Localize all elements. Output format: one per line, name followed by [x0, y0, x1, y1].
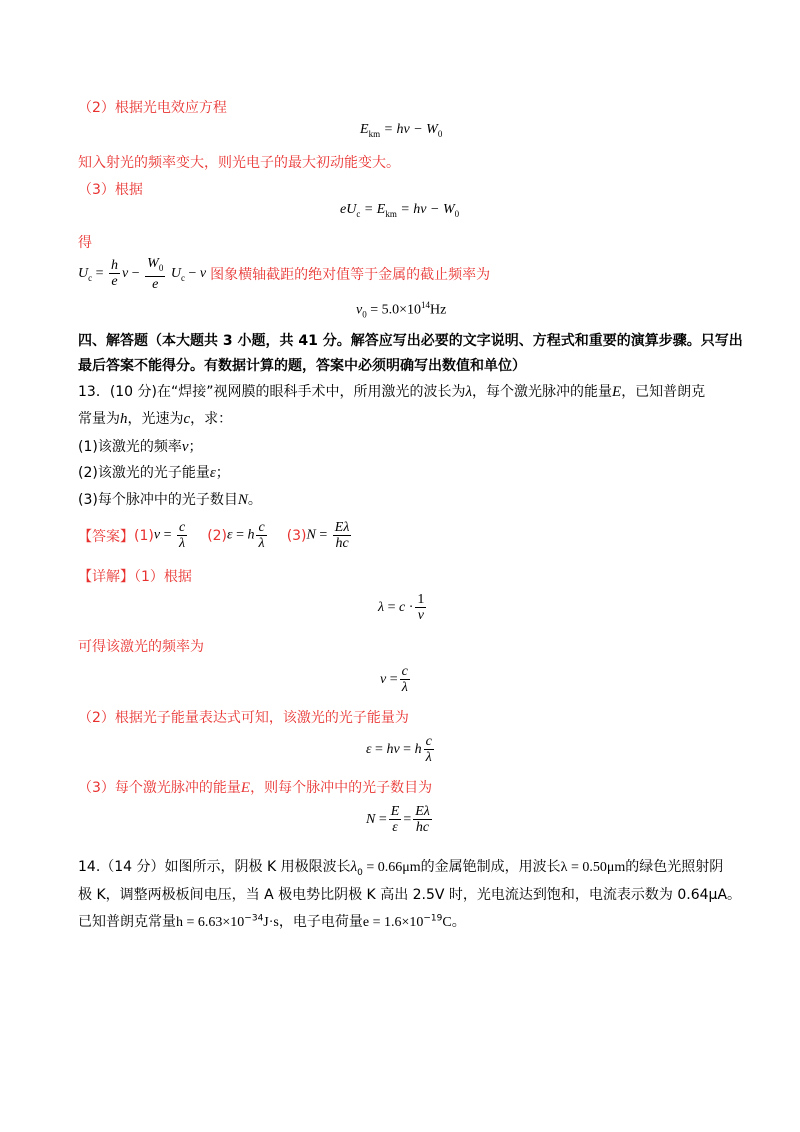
equation-photon-count: N = $\frac{E}{\varepsilon}$ = $\frac{E\lambda}{hc}$ [366, 804, 430, 835]
q13-line1: 13．(10 分)在“焊接”视网膜的眼科手术中，所用激光的波长为λ，每个激光脉冲的能量E，已知普朗克 [78, 384, 706, 400]
part3-heading: （3）根据 [78, 182, 143, 198]
intercept-text: 图象横轴截距的绝对值等于金属的截止频率为 [210, 266, 491, 283]
equation-stopping-voltage: $eU_c = E_{km} = h\nu - W_0$ [340, 202, 460, 219]
answer-1-formula: ν = $\frac{c}{\lambda}$ [153, 520, 186, 551]
section4-title-line1: 四、解答题（本大题共 3 小题，共 41 分。解答应写出必要的文字说明、方程式和重要的演算步骤。只写出 [78, 333, 743, 349]
equation-photon-energy: ε = hν = h $\frac{c}{\lambda}$ [366, 734, 432, 765]
q13-sub3: (3)每个脉冲中的光子数目N。 [78, 492, 262, 508]
q13-line2: 常量为h，光速为c，求： [78, 411, 233, 427]
part2-conclusion: 知入射光的频率变大，则光电子的最大初动能变大。 [78, 155, 400, 171]
q13-answer [78, 520, 353, 551]
answer-2-formula: ε = h $\frac{c}{\lambda}$ [227, 520, 265, 551]
q13-detail-3: （3）每个激光脉冲的能量E，则每个脉冲中的光子数目为 [78, 780, 433, 796]
q14-line1: 14.（14 分）如图所示，阴极 K 用极限波长$\lambda_0 = 0.66\mu m$的金属铯制成，用波长λ = 0.50μm的绿色光照射阴 [78, 859, 724, 878]
part2-heading: （2）根据光电效应方程 [78, 100, 227, 116]
part3-de: 得 [78, 235, 92, 251]
q13-sub2: (2)该激光的光子能量ε； [78, 465, 230, 481]
q13-detail-1: 【详解】（1）根据 [78, 569, 192, 585]
q13-frequency-text: 可得该激光的频率为 [78, 639, 204, 655]
q14-line3: 已知普朗克常量$h = 6.63\times 10^{-34}J\cdot s$，电子电荷量$e = 1.6\times 10^{-19}C$。 [78, 913, 466, 930]
q13-detail-2: （2）根据光子能量表达式可知，该激光的光子能量为 [78, 710, 409, 726]
answer-1-label: (1) [134, 527, 154, 544]
answer-3-formula: N = $\frac{E\lambda}{hc}$ [306, 520, 350, 551]
answer-3-label: (3) [286, 527, 307, 544]
answer-tag: 【答案】 [78, 528, 134, 545]
q14-line2: 极 K，调整两极板间电压，当 A 极电势比阴极 K 高出 2.5V 时，光电流达到饱和，电流表示数为 0.64μA。 [78, 887, 742, 903]
equation-wavelength: λ = c · $\frac{1}{\nu}$ [378, 592, 425, 623]
equation-cutoff-frequency: $\nu_0 = 5.0\times 10^{14}Hz$ [356, 300, 447, 320]
answer-2-label: (2) [207, 527, 228, 544]
equation-uc-line [78, 256, 490, 292]
uc-formula: $U_c$ = $\frac{h}{e}$ ν − $\frac{W_0}{e}$ $U_c - \nu$ [78, 256, 207, 292]
equation-frequency: ν = $\frac{c}{\lambda}$ [380, 664, 408, 695]
equation-photoelectric: $E_{km} = h\nu - W_0$ [360, 122, 443, 139]
q13-sub1: (1)该激光的频率ν； [78, 439, 203, 455]
section4-title-line2: 最后答案不能得分。有数据计算的题，答案中必须明确写出数值和单位） [78, 358, 526, 374]
